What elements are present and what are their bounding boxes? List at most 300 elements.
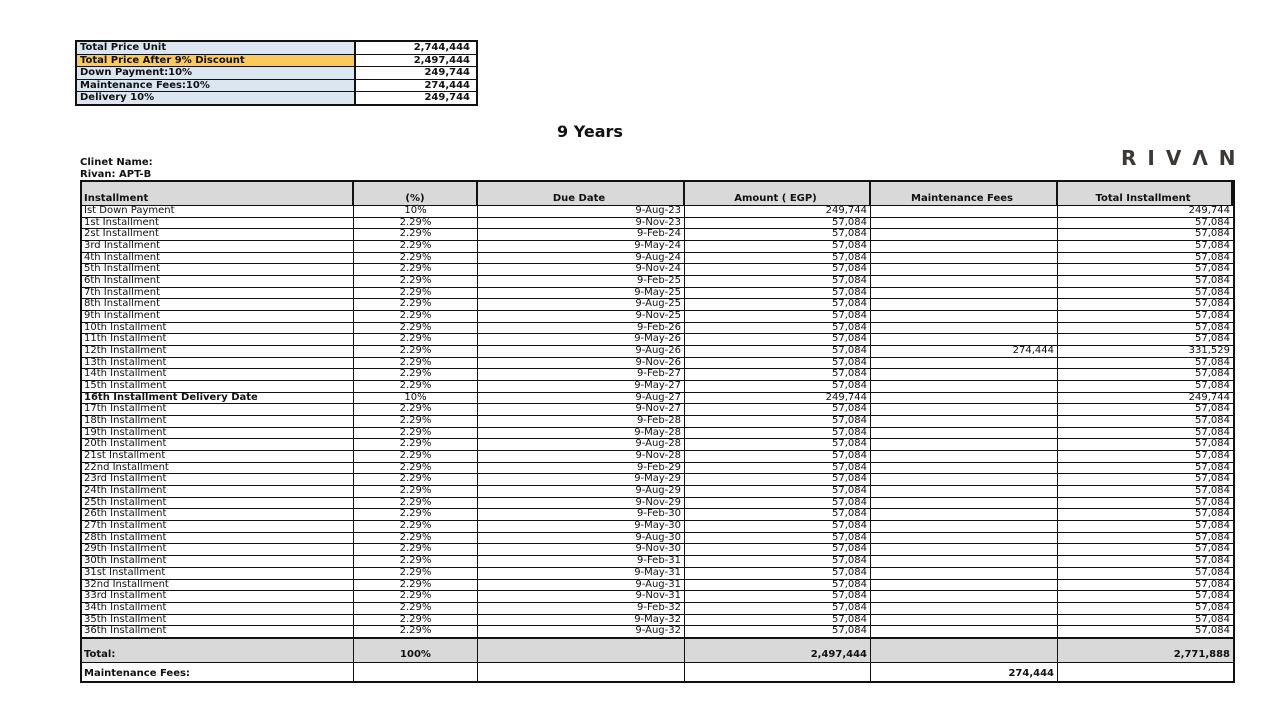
plan-title: 9 Years xyxy=(557,122,623,141)
maintenance-fee xyxy=(871,264,1058,275)
amount: 57,084 xyxy=(685,451,871,462)
installment-name: 22nd Installment xyxy=(82,463,354,474)
maintenance-fee xyxy=(871,509,1058,520)
table-row xyxy=(82,393,1233,405)
table-row xyxy=(82,521,1233,533)
total-installment: 249,744 xyxy=(1188,206,1230,216)
installment-name: 11th Installment xyxy=(82,334,354,345)
installment-percent: 2.29% xyxy=(354,253,478,264)
maintenance-fee xyxy=(871,580,1058,591)
total-installment: 57,084 xyxy=(1195,474,1230,485)
amount: 57,084 xyxy=(685,474,871,485)
table-row xyxy=(82,299,1233,311)
installment-percent: 2.29% xyxy=(354,288,478,299)
table-row xyxy=(82,556,1233,568)
table-row xyxy=(82,241,1233,253)
header-total-installment: Total Installment xyxy=(1058,182,1233,205)
due-date: 9-Aug-23 xyxy=(478,206,685,217)
total-installment: 331,529 xyxy=(1188,346,1230,357)
summary-value: 274,444 xyxy=(424,79,470,91)
summary-label: Down Payment:10% xyxy=(77,67,356,79)
table-row xyxy=(82,206,1233,218)
installment-name: 17th Installment xyxy=(82,404,354,415)
maintenance-fee xyxy=(871,358,1058,369)
installment-percent: 2.29% xyxy=(354,404,478,415)
summary-row xyxy=(77,67,476,80)
table-row xyxy=(82,416,1233,428)
total-installment: 57,084 xyxy=(1195,299,1230,310)
maintenance-fee xyxy=(871,533,1058,544)
maintenance-fee xyxy=(871,218,1058,229)
amount: 57,084 xyxy=(685,288,871,299)
empty-cell xyxy=(685,663,871,681)
due-date: 9-Feb-29 xyxy=(478,463,685,474)
maintenance-fee xyxy=(871,334,1058,345)
installment-name: 30th Installment xyxy=(82,556,354,567)
table-row xyxy=(82,580,1233,592)
total-installment: 57,084 xyxy=(1195,404,1230,415)
due-date: 9-Aug-24 xyxy=(478,253,685,264)
installment-name: 2st Installment xyxy=(82,229,354,240)
table-row xyxy=(82,288,1233,300)
due-date: 9-Feb-32 xyxy=(478,603,685,614)
total-row xyxy=(82,638,1233,663)
unit-label: Rivan: APT-B xyxy=(80,169,152,180)
maintenance-fee xyxy=(871,615,1058,626)
header-amount: Amount ( EGP) xyxy=(685,182,871,205)
installment-name: 6th Installment xyxy=(82,276,354,287)
maintenance-fee xyxy=(871,299,1058,310)
amount: 57,084 xyxy=(685,253,871,264)
total-installment: 57,084 xyxy=(1195,381,1230,392)
installment-percent: 10% xyxy=(354,206,478,217)
total-installment: 57,084 xyxy=(1195,556,1230,567)
installment-percent: 2.29% xyxy=(354,544,478,555)
table-row xyxy=(82,381,1233,393)
installment-name: 24th Installment xyxy=(82,486,354,497)
total-installment: 57,084 xyxy=(1195,579,1230,590)
installment-percent: 2.29% xyxy=(354,498,478,509)
total-installment: 57,084 xyxy=(1195,567,1230,578)
installment-percent: 2.29% xyxy=(354,474,478,485)
installment-schedule-table xyxy=(80,180,1235,683)
installment-percent: 2.29% xyxy=(354,334,478,345)
summary-row xyxy=(77,80,476,93)
amount: 57,084 xyxy=(685,463,871,474)
client-name-label: Clinet Name: xyxy=(80,157,153,168)
price-summary-table xyxy=(75,40,478,106)
maintenance-fee xyxy=(871,416,1058,427)
total-installment: 57,084 xyxy=(1195,287,1230,298)
installment-name: 20th Installment xyxy=(82,439,354,450)
amount: 57,084 xyxy=(685,439,871,450)
due-date: 9-Feb-24 xyxy=(478,229,685,240)
due-date: 9-Nov-27 xyxy=(478,404,685,415)
empty-cell xyxy=(1058,663,1233,681)
maintenance-fees-row xyxy=(82,663,1233,681)
installment-name: 4th Installment xyxy=(82,253,354,264)
total-installment: 57,084 xyxy=(1195,497,1230,508)
installment-percent: 2.29% xyxy=(354,580,478,591)
due-date: 9-Feb-28 xyxy=(478,416,685,427)
installment-percent: 2.29% xyxy=(354,556,478,567)
amount: 57,084 xyxy=(685,521,871,532)
table-row xyxy=(82,603,1233,615)
due-date: 9-May-24 xyxy=(478,241,685,252)
total-installment: 57,084 xyxy=(1195,276,1230,287)
installment-name: 18th Installment xyxy=(82,416,354,427)
amount: 57,084 xyxy=(685,416,871,427)
installment-name: 25th Installment xyxy=(82,498,354,509)
installment-percent: 2.29% xyxy=(354,311,478,322)
maintenance-fee xyxy=(871,439,1058,450)
amount: 57,084 xyxy=(685,241,871,252)
maintenance-fee xyxy=(871,474,1058,485)
due-date: 9-Feb-25 xyxy=(478,276,685,287)
installment-percent: 2.29% xyxy=(354,264,478,275)
due-date: 9-Feb-30 xyxy=(478,509,685,520)
due-date: 9-May-26 xyxy=(478,334,685,345)
total-installment: 57,084 xyxy=(1195,229,1230,240)
due-date: 9-Nov-31 xyxy=(478,591,685,602)
installment-name: 12th Installment xyxy=(82,346,354,357)
maintenance-fee xyxy=(871,404,1058,415)
installment-name: 1st Installment xyxy=(82,218,354,229)
total-due-date xyxy=(478,639,685,662)
maintenance-fee xyxy=(871,311,1058,322)
amount: 57,084 xyxy=(685,428,871,439)
installment-name: 21st Installment xyxy=(82,451,354,462)
installment-name: 32nd Installment xyxy=(82,580,354,591)
maintenance-fee xyxy=(871,381,1058,392)
total-installment: 57,084 xyxy=(1195,416,1230,427)
table-header xyxy=(82,182,1233,206)
table-row xyxy=(82,218,1233,230)
due-date: 9-Feb-31 xyxy=(478,556,685,567)
installment-percent: 2.29% xyxy=(354,509,478,520)
installment-name: 31st Installment xyxy=(82,568,354,579)
due-date: 9-Nov-24 xyxy=(478,264,685,275)
maintenance-fee xyxy=(871,451,1058,462)
amount: 57,084 xyxy=(685,334,871,345)
installment-percent: 2.29% xyxy=(354,615,478,626)
amount: 57,084 xyxy=(685,498,871,509)
total-installment: 57,084 xyxy=(1195,217,1230,228)
total-installment: 57,084 xyxy=(1195,462,1230,473)
due-date: 9-Aug-27 xyxy=(478,393,685,404)
table-row xyxy=(82,498,1233,510)
total-installment: 57,084 xyxy=(1195,369,1230,380)
installment-percent: 2.29% xyxy=(354,626,478,637)
installment-name: 27th Installment xyxy=(82,521,354,532)
installment-name: 3rd Installment xyxy=(82,241,354,252)
total-installment: 57,084 xyxy=(1195,509,1230,520)
total-installment: 57,084 xyxy=(1195,241,1230,252)
installment-name: 23rd Installment xyxy=(82,474,354,485)
due-date: 9-Aug-25 xyxy=(478,299,685,310)
amount: 57,084 xyxy=(685,615,871,626)
total-installment: 57,084 xyxy=(1195,486,1230,497)
installment-percent: 2.29% xyxy=(354,381,478,392)
installment-percent: 2.29% xyxy=(354,229,478,240)
table-row xyxy=(82,568,1233,580)
due-date: 9-Nov-29 xyxy=(478,498,685,509)
empty-cell xyxy=(478,663,685,681)
table-row xyxy=(82,369,1233,381)
installment-name: 28th Installment xyxy=(82,533,354,544)
maintenance-fee xyxy=(871,241,1058,252)
total-installment: 57,084 xyxy=(1195,602,1230,613)
installment-percent: 2.29% xyxy=(354,276,478,287)
installment-percent: 2.29% xyxy=(354,358,478,369)
table-row xyxy=(82,358,1233,370)
amount: 57,084 xyxy=(685,346,871,357)
due-date: 9-Feb-27 xyxy=(478,369,685,380)
summary-value: 2,744,444 xyxy=(413,42,470,53)
due-date: 9-Aug-28 xyxy=(478,439,685,450)
maintenance-fee xyxy=(871,498,1058,509)
amount: 57,084 xyxy=(685,486,871,497)
total-maintenance xyxy=(871,639,1058,662)
installment-name: 33rd Installment xyxy=(82,591,354,602)
table-row xyxy=(82,264,1233,276)
table-row xyxy=(82,229,1233,241)
summary-row xyxy=(77,92,476,104)
installment-percent: 2.29% xyxy=(354,603,478,614)
installment-name: 29th Installment xyxy=(82,544,354,555)
due-date: 9-May-31 xyxy=(478,568,685,579)
table-row xyxy=(82,544,1233,556)
maintenance-fee xyxy=(871,521,1058,532)
maintenance-fee xyxy=(871,253,1058,264)
header-installment: Installment xyxy=(82,182,354,205)
installment-name: 15th Installment xyxy=(82,381,354,392)
installment-percent: 2.29% xyxy=(354,218,478,229)
maintenance-label: Maintenance Fees: xyxy=(82,663,354,681)
installment-name: 34th Installment xyxy=(82,603,354,614)
maintenance-fee xyxy=(871,288,1058,299)
total-installment: 57,084 xyxy=(1195,311,1230,322)
table-row xyxy=(82,451,1233,463)
due-date: 9-Aug-30 xyxy=(478,533,685,544)
installment-name: 13th Installment xyxy=(82,358,354,369)
rivan-logo: RIVΛN xyxy=(1121,146,1247,170)
total-installment: 57,084 xyxy=(1195,521,1230,532)
maintenance-fee xyxy=(871,556,1058,567)
maintenance-fee xyxy=(871,603,1058,614)
due-date: 9-May-25 xyxy=(478,288,685,299)
installment-percent: 2.29% xyxy=(354,568,478,579)
total-label: Total: xyxy=(82,639,354,662)
installment-name: 10th Installment xyxy=(82,323,354,334)
table-row xyxy=(82,509,1233,521)
due-date: 9-May-29 xyxy=(478,474,685,485)
total-installment: 57,084 xyxy=(1195,334,1230,345)
summary-value: 2,497,444 xyxy=(413,54,470,66)
summary-value: 249,744 xyxy=(424,67,470,79)
installment-name: 9th Installment xyxy=(82,311,354,322)
total-installment: 57,084 xyxy=(1195,264,1230,275)
due-date: 9-May-27 xyxy=(478,381,685,392)
installment-percent: 2.29% xyxy=(354,591,478,602)
installment-percent: 2.29% xyxy=(354,323,478,334)
installment-name: 14th Installment xyxy=(82,369,354,380)
maintenance-fee: 274,444 xyxy=(871,346,1058,357)
amount: 57,084 xyxy=(685,626,871,637)
summary-row xyxy=(77,55,476,68)
table-row xyxy=(82,486,1233,498)
maintenance-fee xyxy=(871,626,1058,637)
installment-name: 36th Installment xyxy=(82,626,354,637)
installment-percent: 2.29% xyxy=(354,416,478,427)
empty-cell xyxy=(354,663,478,681)
due-date: 9-May-32 xyxy=(478,615,685,626)
total-installment: 57,084 xyxy=(1195,427,1230,438)
amount: 57,084 xyxy=(685,299,871,310)
table-row xyxy=(82,463,1233,475)
table-row xyxy=(82,311,1233,323)
installment-percent: 2.29% xyxy=(354,486,478,497)
maintenance-fee xyxy=(871,544,1058,555)
maintenance-fee xyxy=(871,428,1058,439)
maintenance-fee xyxy=(871,276,1058,287)
amount: 57,084 xyxy=(685,544,871,555)
maintenance-value: 274,444 xyxy=(871,663,1058,681)
due-date: 9-Aug-32 xyxy=(478,626,685,637)
due-date: 9-Nov-25 xyxy=(478,311,685,322)
table-row xyxy=(82,253,1233,265)
amount: 249,744 xyxy=(685,206,871,217)
due-date: 9-Nov-30 xyxy=(478,544,685,555)
due-date: 9-Nov-28 xyxy=(478,451,685,462)
table-row xyxy=(82,615,1233,627)
amount: 57,084 xyxy=(685,358,871,369)
client-info xyxy=(80,157,153,181)
header-percent: (%) xyxy=(354,182,478,205)
maintenance-fee xyxy=(871,369,1058,380)
table-row xyxy=(82,474,1233,486)
maintenance-fee xyxy=(871,323,1058,334)
total-installment: 57,084 xyxy=(1195,544,1230,555)
table-row xyxy=(82,323,1233,335)
maintenance-fee xyxy=(871,206,1058,217)
total-installment: 57,084 xyxy=(1195,614,1230,625)
total-installment: 57,084 xyxy=(1195,532,1230,543)
installment-percent: 2.29% xyxy=(354,241,478,252)
amount: 57,084 xyxy=(685,556,871,567)
due-date: 9-Nov-23 xyxy=(478,218,685,229)
due-date: 9-Aug-29 xyxy=(478,486,685,497)
table-row xyxy=(82,428,1233,440)
installment-percent: 2.29% xyxy=(354,439,478,450)
installment-percent: 2.29% xyxy=(354,521,478,532)
maintenance-fee xyxy=(871,393,1058,404)
maintenance-fee xyxy=(871,591,1058,602)
installment-name: 8th Installment xyxy=(82,299,354,310)
installment-percent: 2.29% xyxy=(354,369,478,380)
installment-name: 35th Installment xyxy=(82,615,354,626)
total-installment: 57,084 xyxy=(1195,591,1230,602)
installment-name: 26th Installment xyxy=(82,509,354,520)
amount: 57,084 xyxy=(685,323,871,334)
installment-percent: 10% xyxy=(354,393,478,404)
table-row xyxy=(82,591,1233,603)
installment-percent: 2.29% xyxy=(354,463,478,474)
due-date: 9-Aug-26 xyxy=(478,346,685,357)
table-row xyxy=(82,439,1233,451)
total-installment: 57,084 xyxy=(1195,357,1230,368)
installment-name: Ist Down Payment xyxy=(82,206,354,217)
installment-name: 19th Installment xyxy=(82,428,354,439)
installment-percent: 2.29% xyxy=(354,451,478,462)
amount: 57,084 xyxy=(685,591,871,602)
due-date: 9-Aug-31 xyxy=(478,580,685,591)
total-installment: 2,771,888 xyxy=(1173,649,1230,661)
total-installment: 249,744 xyxy=(1188,392,1230,403)
amount: 57,084 xyxy=(685,381,871,392)
summary-label: Maintenance Fees:10% xyxy=(77,80,356,92)
header-due-date: Due Date xyxy=(478,182,685,205)
table-row xyxy=(82,533,1233,545)
installment-name: 7th Installment xyxy=(82,288,354,299)
maintenance-fee xyxy=(871,229,1058,240)
installment-percent: 2.29% xyxy=(354,346,478,357)
total-installment: 57,084 xyxy=(1195,451,1230,462)
amount: 57,084 xyxy=(685,580,871,591)
amount: 57,084 xyxy=(685,264,871,275)
amount: 57,084 xyxy=(685,568,871,579)
table-row xyxy=(82,334,1233,346)
amount: 57,084 xyxy=(685,276,871,287)
installment-percent: 2.29% xyxy=(354,299,478,310)
total-installment: 57,084 xyxy=(1195,626,1230,637)
amount: 57,084 xyxy=(685,404,871,415)
amount: 249,744 xyxy=(685,393,871,404)
table-row xyxy=(82,346,1233,358)
installment-percent: 2.29% xyxy=(354,533,478,544)
amount: 57,084 xyxy=(685,533,871,544)
summary-row xyxy=(77,42,476,55)
total-installment: 57,084 xyxy=(1195,252,1230,263)
table-row xyxy=(82,276,1233,288)
table-row xyxy=(82,404,1233,416)
table-row xyxy=(82,626,1233,638)
amount: 57,084 xyxy=(685,509,871,520)
amount: 57,084 xyxy=(685,603,871,614)
due-date: 9-Feb-26 xyxy=(478,323,685,334)
installment-name: 16th Installment Delivery Date xyxy=(82,393,354,404)
installment-percent: 2.29% xyxy=(354,428,478,439)
total-installment: 57,084 xyxy=(1195,439,1230,450)
amount: 57,084 xyxy=(685,369,871,380)
maintenance-fee xyxy=(871,568,1058,579)
total-amount: 2,497,444 xyxy=(685,639,871,662)
total-percent: 100% xyxy=(354,639,478,662)
summary-label: Total Price After 9% Discount xyxy=(77,55,356,67)
header-maintenance-fees: Maintenance Fees xyxy=(871,182,1058,205)
total-installment: 57,084 xyxy=(1195,322,1230,333)
amount: 57,084 xyxy=(685,311,871,322)
summary-label: Delivery 10% xyxy=(77,92,356,104)
summary-value: 249,744 xyxy=(424,92,470,104)
summary-label: Total Price Unit xyxy=(77,42,356,54)
due-date: 9-Nov-26 xyxy=(478,358,685,369)
due-date: 9-May-28 xyxy=(478,428,685,439)
amount: 57,084 xyxy=(685,229,871,240)
installment-name: 5th Installment xyxy=(82,264,354,275)
maintenance-fee xyxy=(871,463,1058,474)
due-date: 9-May-30 xyxy=(478,521,685,532)
